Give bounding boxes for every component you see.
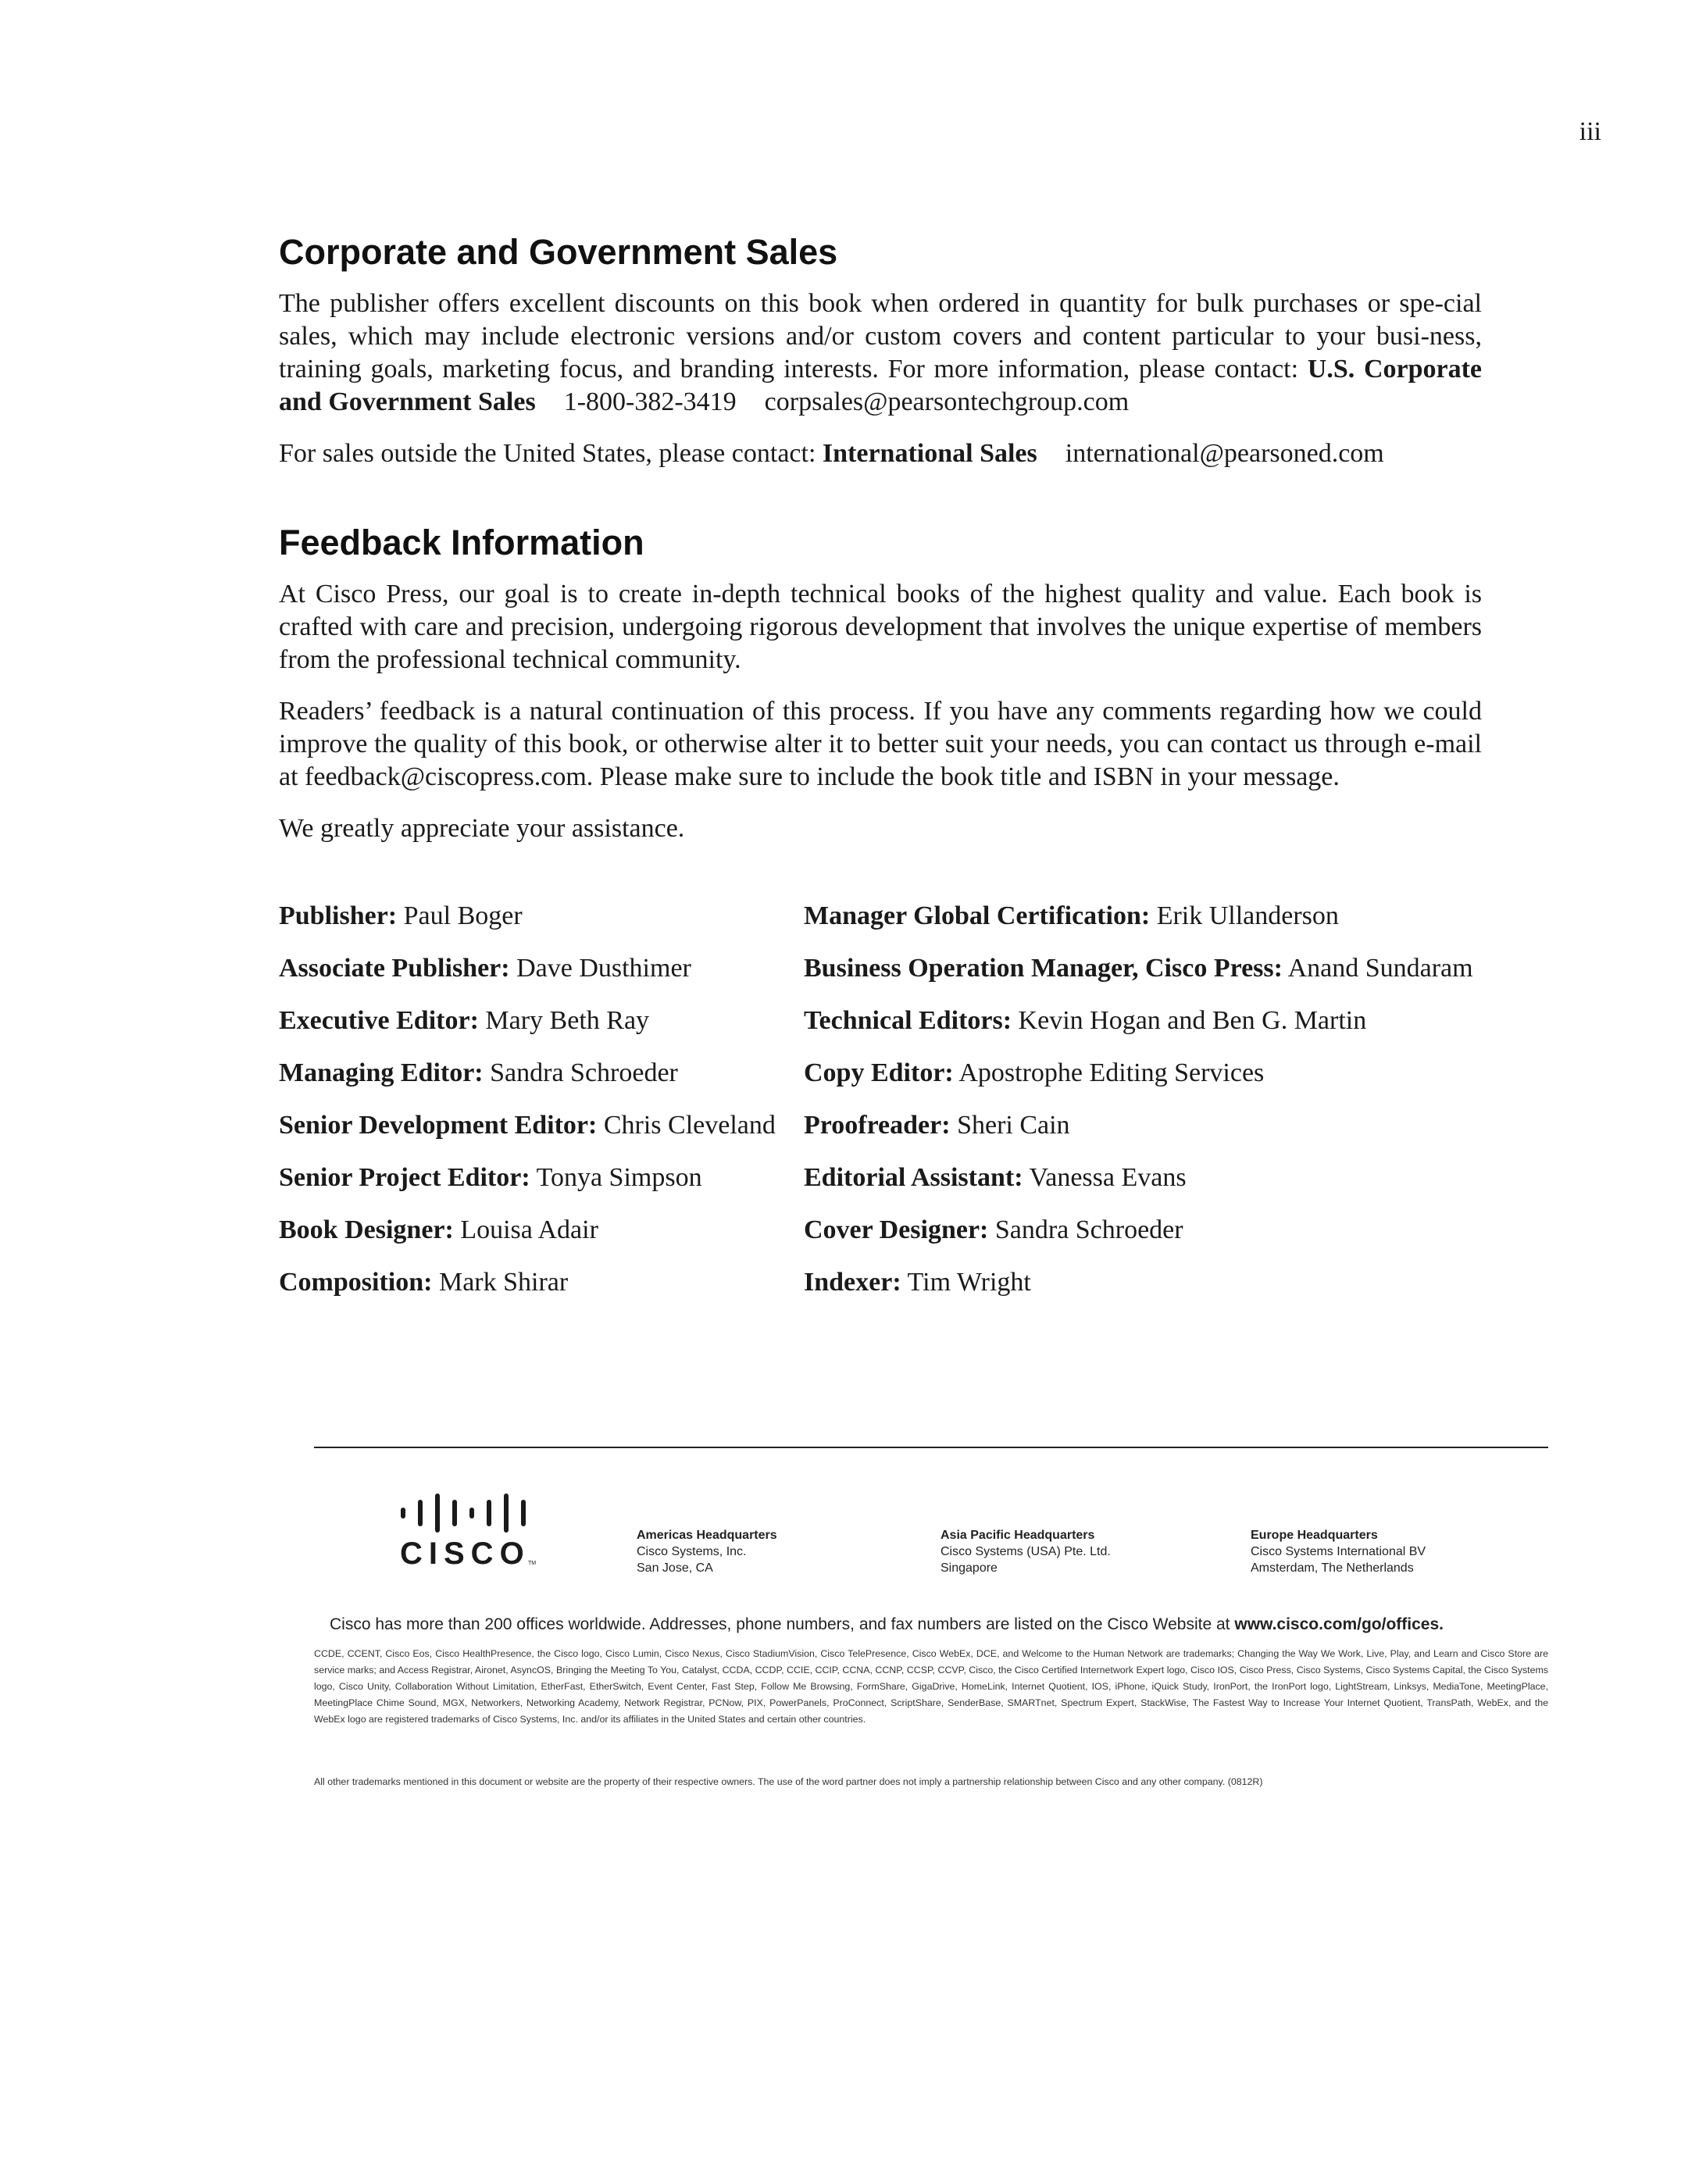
credit-name: Paul Boger — [403, 901, 523, 930]
credit-name: Dave Dusthimer — [516, 954, 691, 983]
credit-role: Copy Editor: — [804, 1058, 954, 1087]
offices-notice — [330, 1615, 1548, 1634]
credit-name: Erik Ullanderson — [1156, 901, 1339, 930]
offices-url: www.cisco.com/go/offices. — [1234, 1615, 1444, 1633]
corporate-sales-heading: Corporate and Government Sales — [279, 232, 838, 272]
credit-item — [804, 1215, 1513, 1245]
hq-line: Cisco Systems (USA) Pte. Ltd. — [941, 1545, 1111, 1558]
credits-list — [279, 901, 1513, 1297]
credit-role: Technical Editors: — [804, 1006, 1012, 1035]
credit-item — [804, 1005, 1513, 1036]
credit-role: Indexer: — [804, 1268, 901, 1297]
feedback-heading: Feedback Information — [279, 523, 644, 562]
credit-role: Editorial Assistant: — [804, 1163, 1023, 1192]
international-sales-label: International Sales — [822, 439, 1037, 468]
credit-role: Cover Designer: — [804, 1215, 989, 1244]
corporate-sales-intro: The publisher offers excellent discounts on this book when ordered in quantity for bulk purchases or spe-cial sales, which may include electronic versions and/or custom covers and content particular to your busi-ness, training goals, marketing focus, and branding interests. For more information, please contact: — [279, 289, 1482, 384]
credit-item — [279, 1267, 804, 1297]
credit-name: Sandra Schroeder — [490, 1058, 678, 1087]
credit-item — [279, 1215, 804, 1245]
credit-role: Publisher: — [279, 901, 398, 930]
international-sales-paragraph — [279, 437, 1482, 470]
credit-name: Louisa Adair — [460, 1215, 598, 1244]
corporate-sales-paragraph — [279, 287, 1482, 419]
hq-title: Asia Pacific Headquarters — [941, 1529, 1095, 1542]
credit-item — [804, 1058, 1513, 1088]
credit-name: Kevin Hogan and Ben G. Martin — [1018, 1006, 1367, 1035]
hq-line: San Jose, CA — [637, 1561, 713, 1575]
credit-item — [279, 1005, 804, 1036]
cisco-logo-text: CISCO — [400, 1536, 530, 1570]
credit-role: Senior Development Editor: — [279, 1111, 598, 1140]
asia-pacific-headquarters — [941, 1527, 1111, 1576]
credit-item — [279, 953, 804, 983]
hq-title: Americas Headquarters — [637, 1529, 777, 1542]
cisco-bars-icon — [401, 1493, 526, 1533]
hq-line: Cisco Systems International BV — [1251, 1545, 1426, 1558]
credit-item — [804, 901, 1513, 931]
credit-name: Mary Beth Ray — [485, 1006, 650, 1035]
hq-title: Europe Headquarters — [1251, 1529, 1378, 1542]
credit-role: Manager Global Certification: — [804, 901, 1151, 930]
credit-item — [804, 1162, 1513, 1193]
credit-item — [279, 1058, 804, 1088]
credit-role: Managing Editor: — [279, 1058, 484, 1087]
feedback-paragraph-2: Readers’ feedback is a natural continuation of this process. If you have any comments regarding how we could improve the quality of this book, or otherwise alter it to better suit your needs, you can contact us through e-mail at feedback@ciscopress.com. Please make sure to include the book title and ISBN in your message. — [279, 697, 1482, 791]
credit-name: Tonya Simpson — [536, 1163, 702, 1192]
offices-text: Cisco has more than 200 offices worldwide. Addresses, phone numbers, and fax numbers are listed on the Cisco Website at — [330, 1615, 1230, 1633]
international-sales-prefix: For sales outside the United States, please contact: — [279, 439, 816, 468]
credit-name: Tim Wright — [907, 1268, 1031, 1297]
footer-divider — [314, 1447, 1548, 1448]
europe-headquarters — [1251, 1527, 1426, 1576]
feedback-paragraph-3: We greatly appreciate your assistance. — [279, 814, 685, 843]
credit-name: Vanessa Evans — [1029, 1163, 1187, 1192]
credit-role: Associate Publisher: — [279, 954, 510, 983]
cisco-logo-trademark: TM — [528, 1561, 537, 1566]
credit-name: Sheri Cain — [957, 1111, 1070, 1140]
credit-item — [804, 953, 1513, 983]
credit-item — [804, 1267, 1513, 1297]
other-trademarks-notice: All other trademarks mentioned in this document or website are the property of their respective owners. The use of the word partner does not imply a partnership relationship between Cisco and any other company. (0812R) — [314, 1776, 1263, 1787]
us-sales-email: corpsales@pearsontechgroup.com — [764, 387, 1130, 416]
credit-role: Book Designer: — [279, 1215, 454, 1244]
credit-name: Chris Cleveland — [603, 1111, 776, 1140]
corporate-sales-section — [279, 231, 1482, 470]
page-number: iii — [1579, 117, 1601, 146]
credit-item — [279, 1110, 804, 1140]
credit-name: Apostrophe Editing Services — [958, 1058, 1265, 1087]
hq-line: Singapore — [941, 1561, 998, 1575]
credit-name: Mark Shirar — [438, 1268, 569, 1297]
credit-name: Sandra Schroeder — [994, 1215, 1183, 1244]
credit-item — [804, 1110, 1513, 1140]
cisco-logo — [397, 1492, 537, 1570]
feedback-paragraph-1: At Cisco Press, our goal is to create in-depth technical books of the highest quality and value. Each book is crafted with care and precision, undergoing rigorous development that involves the unique expertise of members from the professional technical community. — [279, 580, 1482, 674]
international-sales-email: international@pearsoned.com — [1065, 439, 1384, 468]
credit-role: Senior Project Editor: — [279, 1163, 530, 1192]
americas-headquarters — [637, 1527, 777, 1576]
us-sales-phone: 1-800-382-3419 — [563, 387, 737, 416]
feedback-section — [279, 522, 1482, 845]
trademarks-notice: CCDE, CCENT, Cisco Eos, Cisco HealthPresence, the Cisco logo, Cisco Lumin, Cisco Nexus, Cisco StadiumVision, Cisco TelePresence, Cisco WebEx, DCE, and Welcome to the Human Network are trademarks; Changing the Way We Work, Live, Play, and Learn and Cisco Store are service marks; and Access Registrar, Aironet, AsyncOS, Bringing the Meeting To You, Catalyst, CCDA, CCDP, CCIE, CCIP, CCNA, CCNP, CCSP, CCVP, Cisco, the Cisco Certified Internetwork Expert logo, Cisco IOS, Cisco Press, Cisco Systems, Cisco Systems Capital, the Cisco Systems logo, Cisco Unity, Collaboration Without Limitation, EtherFast, EtherSwitch, Event Center, Fast Step, Follow Me Browsing, FormShare, GigaDrive, HomeLink, Internet Quotient, IOS, iPhone, iQuick Study, IronPort, the IronPort logo, LightStream, Linksys, MediaTone, MeetingPlace, MeetingPlace Chime Sound, MGX, Networkers, Networking Academy, Network Registrar, PCNow, PIX, PowerPanels, ProConnect, ScriptShare, SenderBase, SMARTnet, Spectrum Expert, StackWise, The Fastest Way to Increase Your Internet Quotient, TransPath, WebEx, and the WebEx logo are registered trademarks of Cisco Systems, Inc. and/or its affiliates in the United States and certain other countries. — [314, 1648, 1548, 1725]
hq-line: Amsterdam, The Netherlands — [1251, 1561, 1414, 1575]
credit-role: Proofreader: — [804, 1111, 951, 1140]
credit-role: Business Operation Manager, Cisco Press: — [804, 954, 1283, 983]
us-sales-label: U.S. Corporate and Government Sales — [279, 355, 1483, 416]
hq-line: Cisco Systems, Inc. — [637, 1545, 747, 1558]
credit-role: Executive Editor: — [279, 1006, 479, 1035]
credit-name: Anand Sundaram — [1287, 954, 1473, 983]
credit-item — [279, 1162, 804, 1193]
credit-role: Composition: — [279, 1268, 433, 1297]
credit-item — [279, 901, 804, 931]
